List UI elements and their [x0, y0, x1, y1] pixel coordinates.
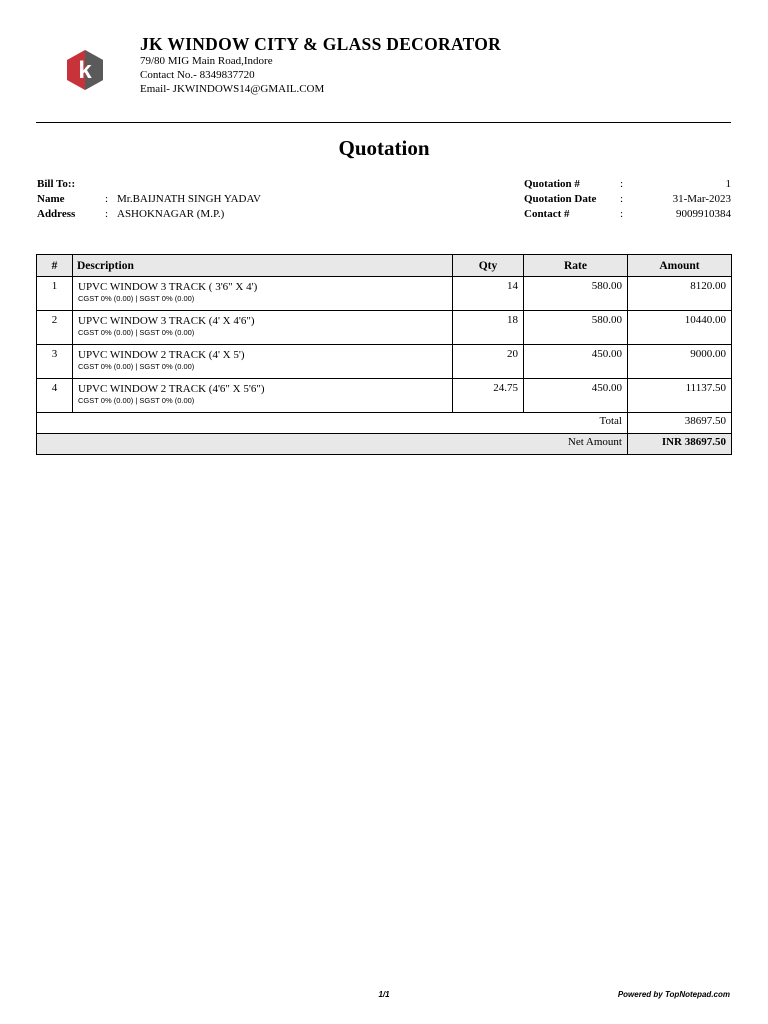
contact-label: Contact # — [524, 208, 570, 220]
row-tax: CGST 0% (0.00) | SGST 0% (0.00) — [78, 294, 195, 303]
row-rate: 580.00 — [524, 311, 628, 345]
header-rate: Rate — [524, 255, 628, 277]
bill-to-section: Bill To:: Name : Mr.BAIJNATH SINGH YADAV Address : ASHOKNAGAR (M.P.) — [37, 178, 261, 220]
row-amount: 10440.00 — [628, 311, 732, 345]
document-title: Quotation — [338, 136, 430, 160]
row-description: UPVC WINDOW 3 TRACK (4' X 4'6") — [78, 315, 255, 327]
table-row — [37, 277, 732, 311]
bill-to-heading: Bill To:: — [37, 178, 76, 190]
row-rate: 450.00 — [524, 345, 628, 379]
row-qty: 14 — [453, 277, 524, 311]
row-num: 4 — [37, 379, 73, 413]
quotation-no: 1 — [725, 178, 731, 190]
total-row — [37, 413, 732, 434]
row-qty: 18 — [453, 311, 524, 345]
header-divider — [36, 122, 731, 123]
powered-by: Powered by TopNotepad.com — [617, 990, 730, 999]
company-address: 79/80 MIG Main Road,Indore — [140, 55, 273, 67]
row-description: UPVC WINDOW 2 TRACK (4' X 5') — [78, 349, 245, 361]
header-num: # — [37, 255, 73, 277]
total-label: Total — [37, 413, 628, 434]
table-row — [37, 379, 732, 413]
row-rate: 580.00 — [524, 277, 628, 311]
customer-address: ASHOKNAGAR (M.P.) — [117, 208, 225, 220]
net-amount-label: Net Amount — [37, 434, 628, 455]
row-num: 2 — [37, 311, 73, 345]
quotation-date: 31-Mar-2023 — [672, 193, 731, 205]
header-qty: Qty — [453, 255, 524, 277]
net-amount-row — [37, 434, 732, 455]
row-num: 1 — [37, 277, 73, 311]
table-header-row — [37, 255, 732, 277]
name-label: Name — [37, 193, 65, 205]
row-tax: CGST 0% (0.00) | SGST 0% (0.00) — [78, 362, 195, 371]
row-rate: 450.00 — [524, 379, 628, 413]
company-email: Email- JKWINDOWS14@GMAIL.COM — [140, 83, 325, 95]
row-amount: 9000.00 — [628, 345, 732, 379]
row-tax: CGST 0% (0.00) | SGST 0% (0.00) — [78, 328, 195, 337]
items-table — [36, 254, 732, 455]
row-description: UPVC WINDOW 3 TRACK ( 3'6" X 4') — [78, 281, 258, 293]
company-logo-icon — [67, 50, 103, 90]
company-name: JK WINDOW CITY & GLASS DECORATOR — [140, 34, 502, 54]
quotation-date-label: Quotation Date — [524, 193, 597, 205]
row-num: 3 — [37, 345, 73, 379]
company-contact: Contact No.- 8349837720 — [140, 69, 255, 81]
row-description: UPVC WINDOW 2 TRACK (4'6" X 5'6") — [78, 383, 265, 395]
table-row — [37, 345, 732, 379]
company-header — [140, 34, 501, 96]
logo-letter: k — [78, 57, 92, 84]
net-amount-value: INR 38697.50 — [628, 434, 732, 455]
row-amount: 11137.50 — [628, 379, 732, 413]
row-qty: 20 — [453, 345, 524, 379]
row-tax: CGST 0% (0.00) | SGST 0% (0.00) — [78, 396, 195, 405]
quotation-no-label: Quotation # — [524, 178, 580, 190]
customer-name: Mr.BAIJNATH SINGH YADAV — [117, 193, 261, 205]
customer-contact: 9009910384 — [676, 208, 731, 220]
row-amount: 8120.00 — [628, 277, 732, 311]
header-description: Description — [73, 255, 453, 277]
total-value: 38697.50 — [628, 413, 732, 434]
row-qty: 24.75 — [453, 379, 524, 413]
quotation-meta: Quotation # : 1 Quotation Date : 31-Mar-2023 Contact # : 9009910384 — [524, 178, 731, 220]
header-amount: Amount — [628, 255, 732, 277]
address-label: Address — [37, 208, 76, 220]
table-row — [37, 311, 732, 345]
page-number: 1/1 — [378, 990, 390, 999]
